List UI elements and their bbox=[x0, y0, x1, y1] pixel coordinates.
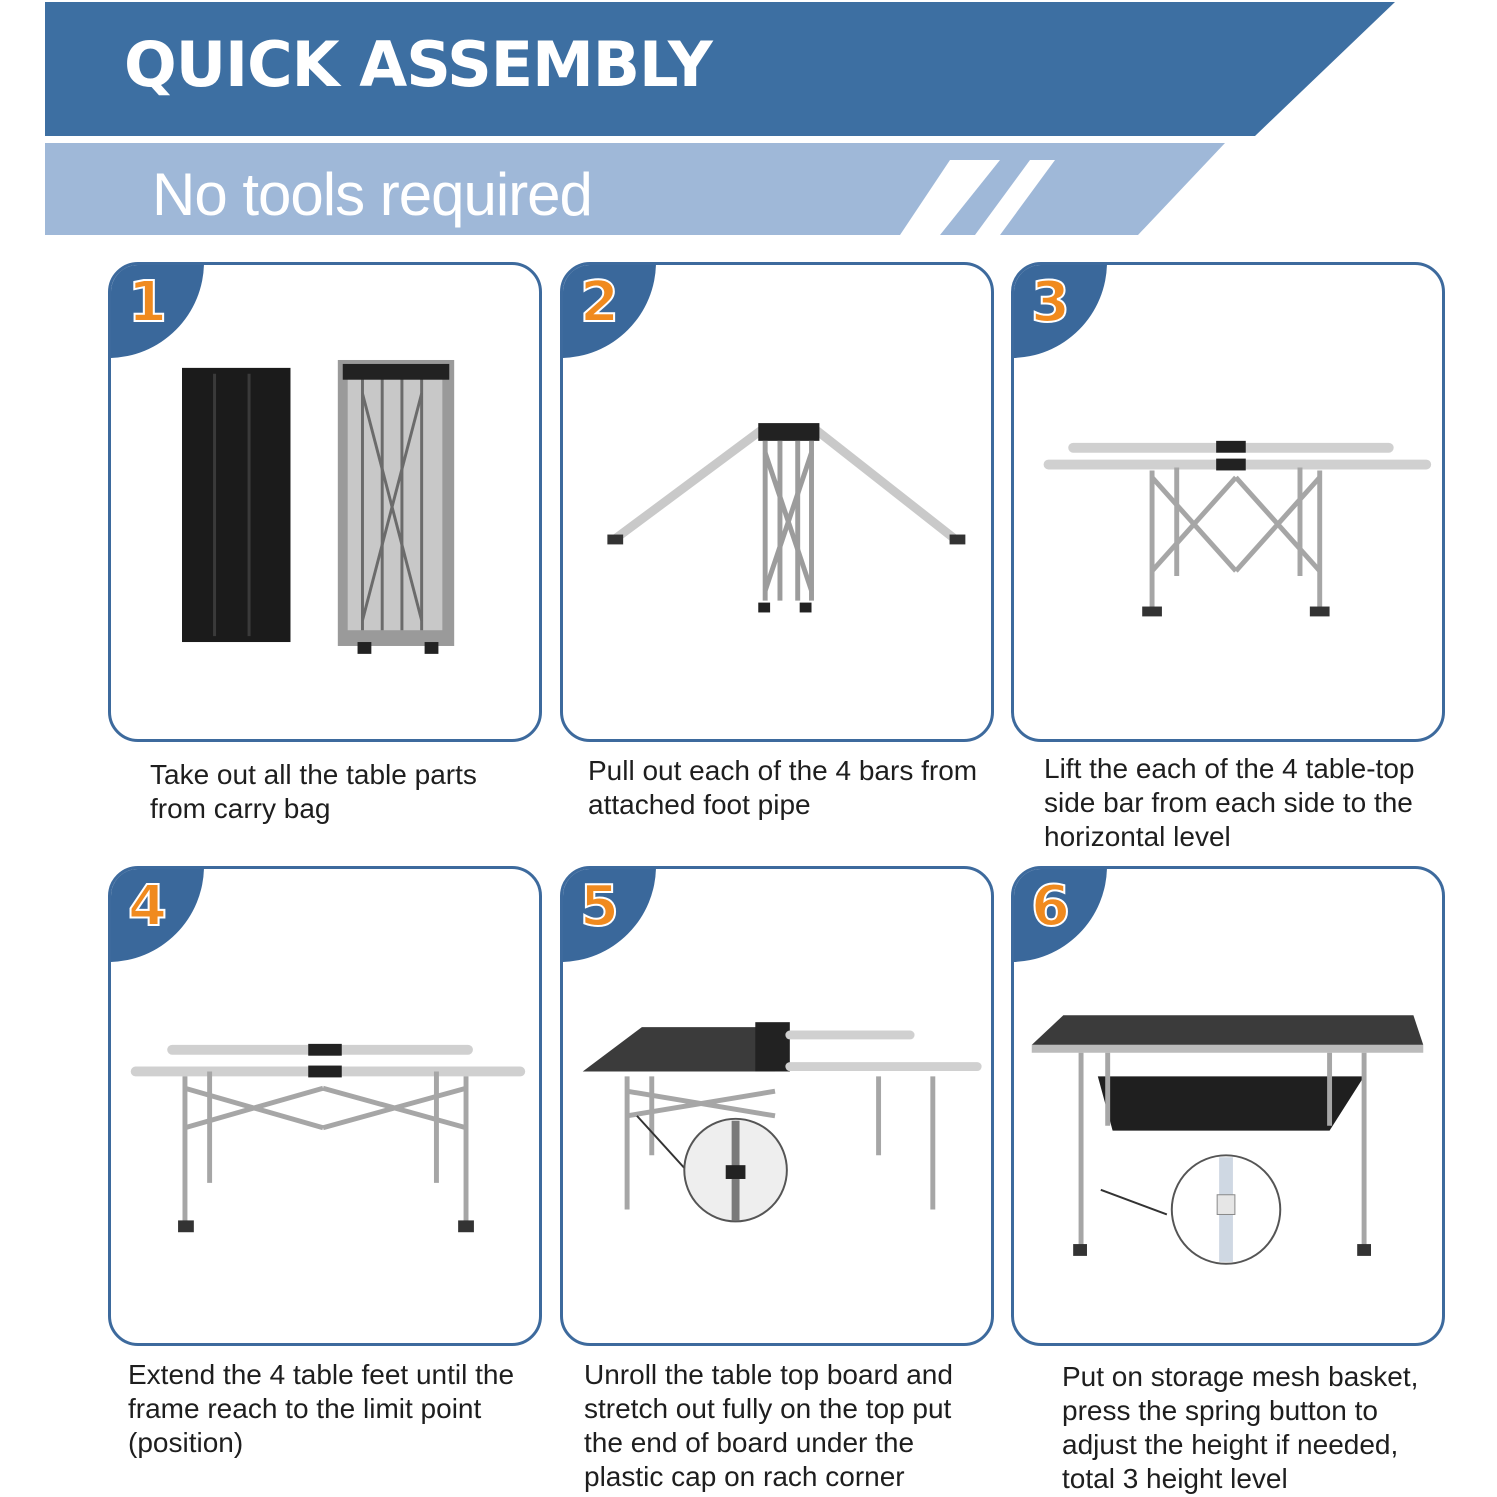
step-number-2: 2 bbox=[580, 270, 619, 335]
step-2-illustration bbox=[563, 265, 991, 739]
step-1-illustration bbox=[111, 265, 539, 739]
step-number-3: 3 bbox=[1031, 270, 1070, 335]
page-subtitle: No tools required bbox=[152, 161, 592, 228]
page-title: QUICK ASSEMBLY bbox=[124, 28, 712, 101]
step-card-6 bbox=[1011, 866, 1445, 1346]
step-number-1: 1 bbox=[128, 270, 167, 335]
step-card-2 bbox=[560, 262, 994, 742]
step-number-5: 5 bbox=[580, 874, 619, 939]
step-card-3 bbox=[1011, 262, 1445, 742]
step-4-illustration bbox=[111, 869, 539, 1343]
step-card-1 bbox=[108, 262, 542, 742]
step-card-4 bbox=[108, 866, 542, 1346]
step-caption-4: Extend the 4 table feet until the frame reach to the limit point (position) bbox=[128, 1359, 515, 1458]
step-3-illustration bbox=[1014, 265, 1442, 739]
step-caption-6: Put on storage mesh basket, press the spring button to adjust the height if needed, total 3 height level bbox=[1062, 1361, 1419, 1494]
step-5-illustration bbox=[563, 869, 991, 1343]
step-caption-3: Lift the each of the 4 table-top side bar from each side to the horizontal level bbox=[1044, 753, 1415, 852]
step-number-4: 4 bbox=[128, 874, 167, 939]
header-banner bbox=[0, 0, 1497, 240]
step-number-6: 6 bbox=[1031, 874, 1070, 939]
step-caption-2: Pull out each of the 4 bars from attached foot pipe bbox=[588, 755, 978, 820]
step-6-illustration bbox=[1014, 869, 1442, 1343]
step-caption-5: Unroll the table top board and stretch out fully on the top put the end of board under the plastic cap on rach corner bbox=[584, 1359, 953, 1492]
step-caption-1: Take out all the table parts from carry bag bbox=[150, 759, 477, 824]
step-card-5 bbox=[560, 866, 994, 1346]
